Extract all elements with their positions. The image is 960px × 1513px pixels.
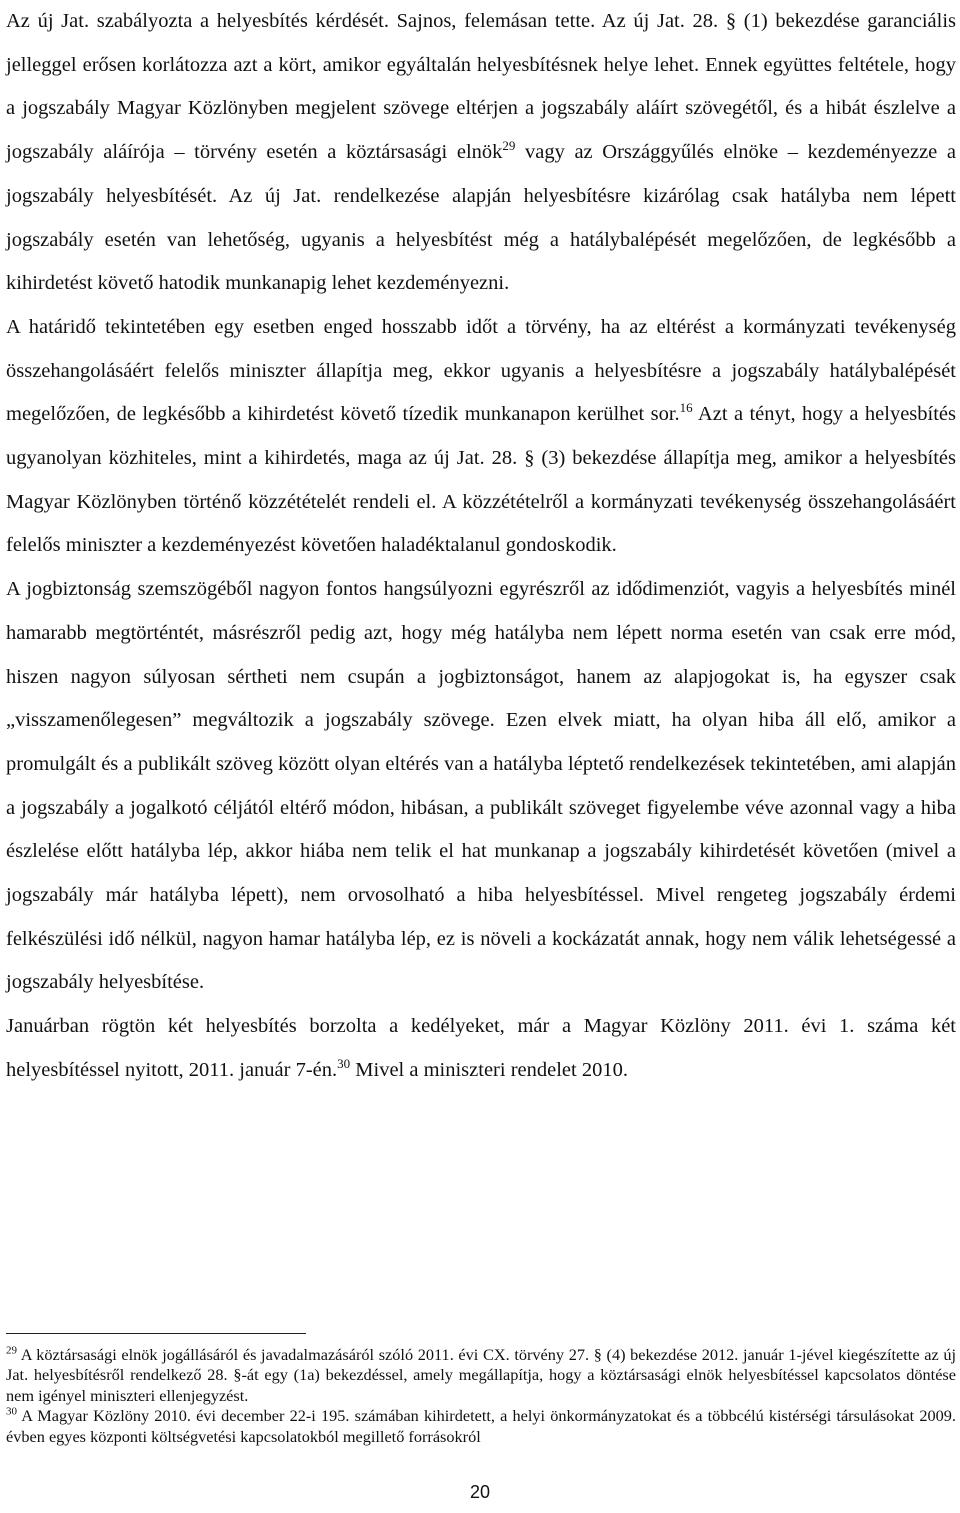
footnote-reference[interactable]: 16 (679, 400, 693, 416)
footnote-reference[interactable]: 29 (502, 138, 516, 154)
paragraph-text: Az új Jat. szabályozta a helyesbítés kérdését. Sajnos, felemásan tette. Az új Jat. 28. § (1) bekezdése garanciális jelleggel erősen korlátozza azt a kört, amikor egyáltalán helyesbítésnek helye lehet. Ennek együttes feltétele, hogy a jogszabály Magyar Közlönyben megjelent szövege eltérjen a jogszabály aláírt szövegétől, és a hibát észlelve a jogszabály aláírója – törvény esetén a köztársasági elnök (6, 10, 956, 164)
footnote-text: A Magyar Közlöny 2010. évi december 22-i 195. számában kihirdetett, a helyi önkormányzatokat és a többcélú kistérségi társulásokat 2009. évben egyes központi költségvetési kapcsolatokból megillető forrásokról (6, 1406, 956, 1446)
footnote-number: 30 (6, 1405, 17, 1418)
footnotes (6, 1345, 956, 1447)
paragraph (6, 306, 956, 568)
body-text (6, 0, 956, 1093)
footnote-text: A köztársasági elnök jogállásáról és javadalmazásáról szóló 2011. évi CX. törvény 27. § (4) bekezdése 2012. január 1-jével kiegészítette az új Jat. helyesbítésről rendelkező 28. §-át egy (1a) bekezdéssel, amely megállapítja, hogy a köztársasági elnök helyesbítéssel kapcsolatos döntése nem igényel miniszteri ellenjegyzést. (6, 1345, 956, 1405)
paragraph (6, 1005, 956, 1092)
paragraph-text: A határidő tekintetében egy esetben enged hosszabb időt a törvény, ha az eltérést a kormányzati tevékenység összehangolásáért felelős miniszter állapítja meg, ekkor ugyanis a helyesbítésre a jogszabály hatálybalépését megelőzően, de legkésőbb a kihirdetést követő tízedik munkanapon kerülhet sor. (6, 315, 956, 426)
footnote-reference[interactable]: 30 (337, 1056, 351, 1072)
paragraph (6, 568, 956, 1005)
paragraph-text: Januárban rögtön két helyesbítés borzolta a kedélyeket, már a Magyar Közlöny 2011. évi 1. száma két helyesbítéssel nyitott, 2011. január 7-én. (6, 1015, 956, 1081)
footnote (6, 1345, 956, 1406)
paragraph-text: Mivel a miniszteri rendelet 2010. (350, 1058, 628, 1081)
paragraph-text: Azt a tényt, hogy a helyesbítés ugyanolyan közhiteles, mint a kihirdetés, maga az új Jat. 28. § (3) bekezdése állapítja meg, amikor a helyesbítés Magyar Közlönyben történő közzétételét rendeli el. A közzétételről a kormányzati tevékenység összehangolásáért felelős miniszter a kezdeményezést követően haladéktalanul gondoskodik. (6, 403, 956, 557)
paragraph (6, 0, 956, 306)
footnote-number: 29 (6, 1344, 17, 1357)
footnote (6, 1406, 956, 1447)
paragraph-text: A jogbiztonság szemszögéből nagyon fontos hangsúlyozni egyrészről az idődimenziót, vagyis a helyesbítés minél hamarabb megtörténtét, másrészről pedig azt, hogy még hatályba nem lépett norma esetén van csak erre mód, hiszen nagyon súlyosan sértheti nem csupán a jogbiztonságot, hanem az alapjogokat is, ha egyszer csak „visszamenőlegesen” megváltozik a jogszabály szövege. Ezen elvek miatt, ha olyan hiba áll elő, amikor a promulgált és a publikált szöveg között olyan eltérés van a hatályba léptető rendelkezések tekintetében, ami alapján a jogszabály a jogalkotó céljától eltérő módon, hibásan, a publikált szöveget figyelembe véve azonnal vagy a hiba észlelése előtt hatályba lép, akkor hiába nem telik el hat munkanap a jogszabály kihirdetését követően (mivel a jogszabály már hatályba lépett), nem orvosolható a hiba helyesbítéssel. Mivel rengeteg jogszabály érdemi felkészülési idő nélkül, nagyon hamar hatályba lép, ez is növeli a kockázatát annak, hogy nem válik lehetségessé a jogszabály helyesbítése. (6, 578, 956, 994)
footnote-separator (6, 1333, 306, 1334)
paragraph-text: vagy az Országgyűlés elnöke – kezdeményezze a jogszabály helyesbítését. Az új Jat. rendelkezése alapján helyesbítésre kizárólag csak hatályba nem lépett jogszabály esetén van lehetőség, ugyanis a helyesbítést még a hatálybalépését megelőzően, de legkésőbb a kihirdetést követő hatodik munkanapig lehet kezdeményezni. (6, 141, 956, 295)
page-number: 20 (469, 1482, 491, 1502)
